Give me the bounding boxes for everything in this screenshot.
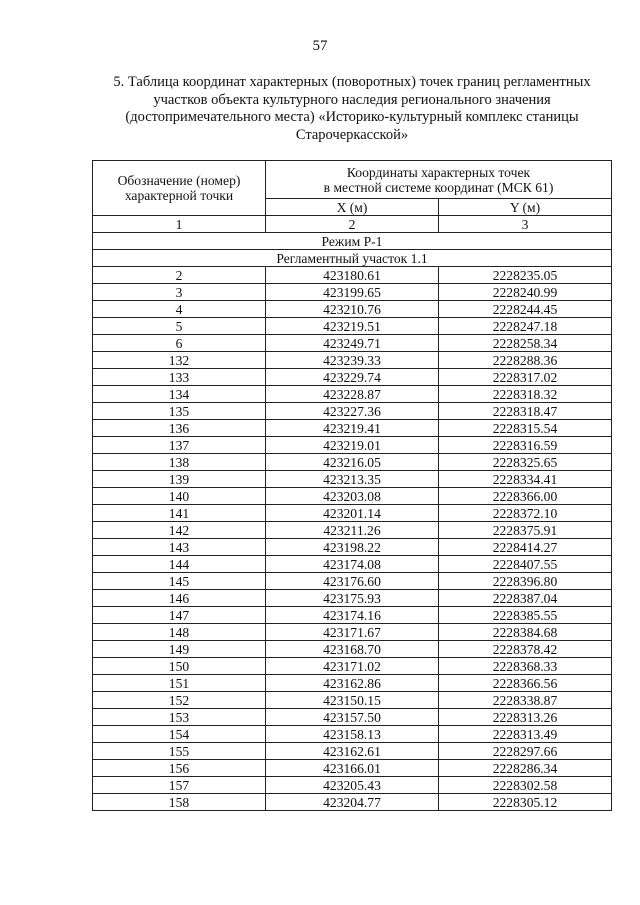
y-coordinate-cell: 2228334.41: [439, 471, 612, 488]
x-coordinate-cell: 423198.22: [266, 539, 439, 556]
point-cell: 3: [93, 284, 266, 301]
point-cell: 133: [93, 369, 266, 386]
column-number: 3: [439, 216, 612, 233]
x-coordinate-cell: 423213.35: [266, 471, 439, 488]
point-cell: 138: [93, 454, 266, 471]
y-coordinate-cell: 2228396.80: [439, 573, 612, 590]
y-coordinate-cell: 2228385.55: [439, 607, 612, 624]
y-coordinate-cell: 2228315.54: [439, 420, 612, 437]
heading-line: участков объекта культурного наследия регионального значения: [153, 91, 551, 108]
point-cell: 146: [93, 590, 266, 607]
y-coordinate-cell: 2228258.34: [439, 335, 612, 352]
y-coordinate-cell: 2228313.26: [439, 709, 612, 726]
y-coordinate-cell: 2228313.49: [439, 726, 612, 743]
x-coordinate-cell: 423199.65: [266, 284, 439, 301]
point-cell: 152: [93, 692, 266, 709]
table-row: [93, 760, 612, 777]
x-coordinate-cell: 423180.61: [266, 267, 439, 284]
y-coordinate-cell: 2228407.55: [439, 556, 612, 573]
point-cell: 139: [93, 471, 266, 488]
table-row: [93, 471, 612, 488]
y-coordinate-cell: 2228375.91: [439, 522, 612, 539]
point-cell: 5: [93, 318, 266, 335]
y-coordinate-cell: 2228297.66: [439, 743, 612, 760]
x-coordinate-cell: 423168.70: [266, 641, 439, 658]
table-body: [93, 233, 612, 811]
point-cell: 154: [93, 726, 266, 743]
point-cell: 147: [93, 607, 266, 624]
point-cell: 155: [93, 743, 266, 760]
table-row: [93, 539, 612, 556]
y-coordinate-cell: 2228318.32: [439, 386, 612, 403]
table-row: [93, 641, 612, 658]
x-coordinate-cell: 423201.14: [266, 505, 439, 522]
x-coordinate-cell: 423150.15: [266, 692, 439, 709]
y-coordinate-cell: 2228302.58: [439, 777, 612, 794]
y-coordinate-cell: 2228235.05: [439, 267, 612, 284]
table-row: [93, 488, 612, 505]
x-coordinate-cell: 423204.77: [266, 794, 439, 811]
point-cell: 135: [93, 403, 266, 420]
x-coordinate-cell: 423175.93: [266, 590, 439, 607]
point-cell: 141: [93, 505, 266, 522]
point-cell: 158: [93, 794, 266, 811]
table-row: [93, 420, 612, 437]
point-cell: 136: [93, 420, 266, 437]
x-coordinate-cell: 423216.05: [266, 454, 439, 471]
point-cell: 157: [93, 777, 266, 794]
table-row: [93, 743, 612, 760]
x-coordinate-cell: 423219.41: [266, 420, 439, 437]
table-row: [93, 369, 612, 386]
table-row: [93, 437, 612, 454]
x-coordinate-cell: 423205.43: [266, 777, 439, 794]
y-coordinate-cell: 2228325.65: [439, 454, 612, 471]
x-coordinate-cell: 423239.33: [266, 352, 439, 369]
point-cell: 2: [93, 267, 266, 284]
table-row: [93, 318, 612, 335]
x-coordinate-cell: 423227.36: [266, 403, 439, 420]
heading-line: 5. Таблица координат характерных (поворотных) точек границ регламентных: [113, 74, 591, 90]
y-coordinate-cell: 2228372.10: [439, 505, 612, 522]
point-column-header: [93, 161, 266, 216]
table-row: [93, 352, 612, 369]
x-coordinate-cell: 423174.16: [266, 607, 439, 624]
heading-line: Старочеркасской»: [295, 126, 409, 143]
point-cell: 143: [93, 539, 266, 556]
y-coordinate-cell: 2228316.59: [439, 437, 612, 454]
heading-line: (достопримечательного места) «Историко-культурный комплекс станицы: [125, 109, 579, 126]
y-coordinate-cell: 2228244.45: [439, 301, 612, 318]
x-coordinate-cell: 423219.51: [266, 318, 439, 335]
x-coordinate-cell: 423203.08: [266, 488, 439, 505]
table-row: [93, 794, 612, 811]
table-row: [93, 403, 612, 420]
point-cell: 134: [93, 386, 266, 403]
y-coordinate-cell: 2228288.36: [439, 352, 612, 369]
x-coordinate-cell: 423249.71: [266, 335, 439, 352]
x-coordinate-cell: 423171.02: [266, 658, 439, 675]
table-row: [93, 505, 612, 522]
point-cell: 6: [93, 335, 266, 352]
y-coordinate-cell: 2228384.68: [439, 624, 612, 641]
point-cell: 132: [93, 352, 266, 369]
table-row: [93, 709, 612, 726]
point-cell: 151: [93, 675, 266, 692]
column-number: 1: [93, 216, 266, 233]
point-cell: 142: [93, 522, 266, 539]
y-column-header: Y (м): [439, 199, 612, 216]
point-cell: 144: [93, 556, 266, 573]
table-row: [93, 301, 612, 318]
y-coordinate-cell: 2228305.12: [439, 794, 612, 811]
x-coordinate-cell: 423157.50: [266, 709, 439, 726]
section-title: Регламентный участок 1.1: [93, 250, 612, 267]
y-coordinate-cell: 2228318.47: [439, 403, 612, 420]
y-coordinate-cell: 2228387.04: [439, 590, 612, 607]
header-text: характерной точки: [124, 188, 234, 203]
point-cell: 137: [93, 437, 266, 454]
table-row: [93, 692, 612, 709]
y-coordinate-cell: 2228368.33: [439, 658, 612, 675]
point-cell: 148: [93, 624, 266, 641]
y-coordinate-cell: 2228317.02: [439, 369, 612, 386]
table-row: [93, 573, 612, 590]
header-text: Координаты характерных точек: [346, 164, 531, 180]
table-row: [93, 267, 612, 284]
x-coordinate-cell: 423174.08: [266, 556, 439, 573]
regime-title: Режим Р-1: [93, 233, 612, 250]
page-number: 57: [312, 38, 328, 54]
x-coordinate-cell: 423219.01: [266, 437, 439, 454]
y-coordinate-cell: 2228378.42: [439, 641, 612, 658]
x-coordinate-cell: 423166.01: [266, 760, 439, 777]
point-cell: 156: [93, 760, 266, 777]
table-row: [93, 386, 612, 403]
point-cell: 140: [93, 488, 266, 505]
x-coordinate-cell: 423171.67: [266, 624, 439, 641]
table-row: [93, 590, 612, 607]
y-coordinate-cell: 2228366.00: [439, 488, 612, 505]
point-cell: 149: [93, 641, 266, 658]
column-number: 2: [266, 216, 439, 233]
point-cell: 4: [93, 301, 266, 318]
y-coordinate-cell: 2228240.99: [439, 284, 612, 301]
y-coordinate-cell: 2228414.27: [439, 539, 612, 556]
y-coordinate-cell: 2228247.18: [439, 318, 612, 335]
table-row: [93, 624, 612, 641]
y-coordinate-cell: 2228286.34: [439, 760, 612, 777]
table-row: [93, 777, 612, 794]
coordinates-column-header: [266, 161, 612, 199]
table-row: [93, 556, 612, 573]
table-row: [93, 335, 612, 352]
x-column-header: X (м): [266, 199, 439, 216]
x-coordinate-cell: 423210.76: [266, 301, 439, 318]
y-coordinate-cell: 2228366.56: [439, 675, 612, 692]
table-row: [93, 675, 612, 692]
table-row: [93, 454, 612, 471]
table-row: [93, 607, 612, 624]
x-coordinate-cell: 423176.60: [266, 573, 439, 590]
coordinates-table: [92, 160, 612, 811]
point-cell: 145: [93, 573, 266, 590]
table-heading: [92, 74, 612, 144]
table-row: [93, 284, 612, 301]
x-coordinate-cell: 423229.74: [266, 369, 439, 386]
x-coordinate-cell: 423162.86: [266, 675, 439, 692]
header-text: в местной системе координат (МСК 61): [323, 179, 554, 195]
point-cell: 153: [93, 709, 266, 726]
table-row: [93, 658, 612, 675]
table-row: [93, 726, 612, 743]
point-cell: 150: [93, 658, 266, 675]
x-coordinate-cell: 423228.87: [266, 386, 439, 403]
x-coordinate-cell: 423158.13: [266, 726, 439, 743]
table-row: [93, 522, 612, 539]
y-coordinate-cell: 2228338.87: [439, 692, 612, 709]
x-coordinate-cell: 423211.26: [266, 522, 439, 539]
x-coordinate-cell: 423162.61: [266, 743, 439, 760]
header-text: Обозначение (номер): [117, 173, 241, 188]
